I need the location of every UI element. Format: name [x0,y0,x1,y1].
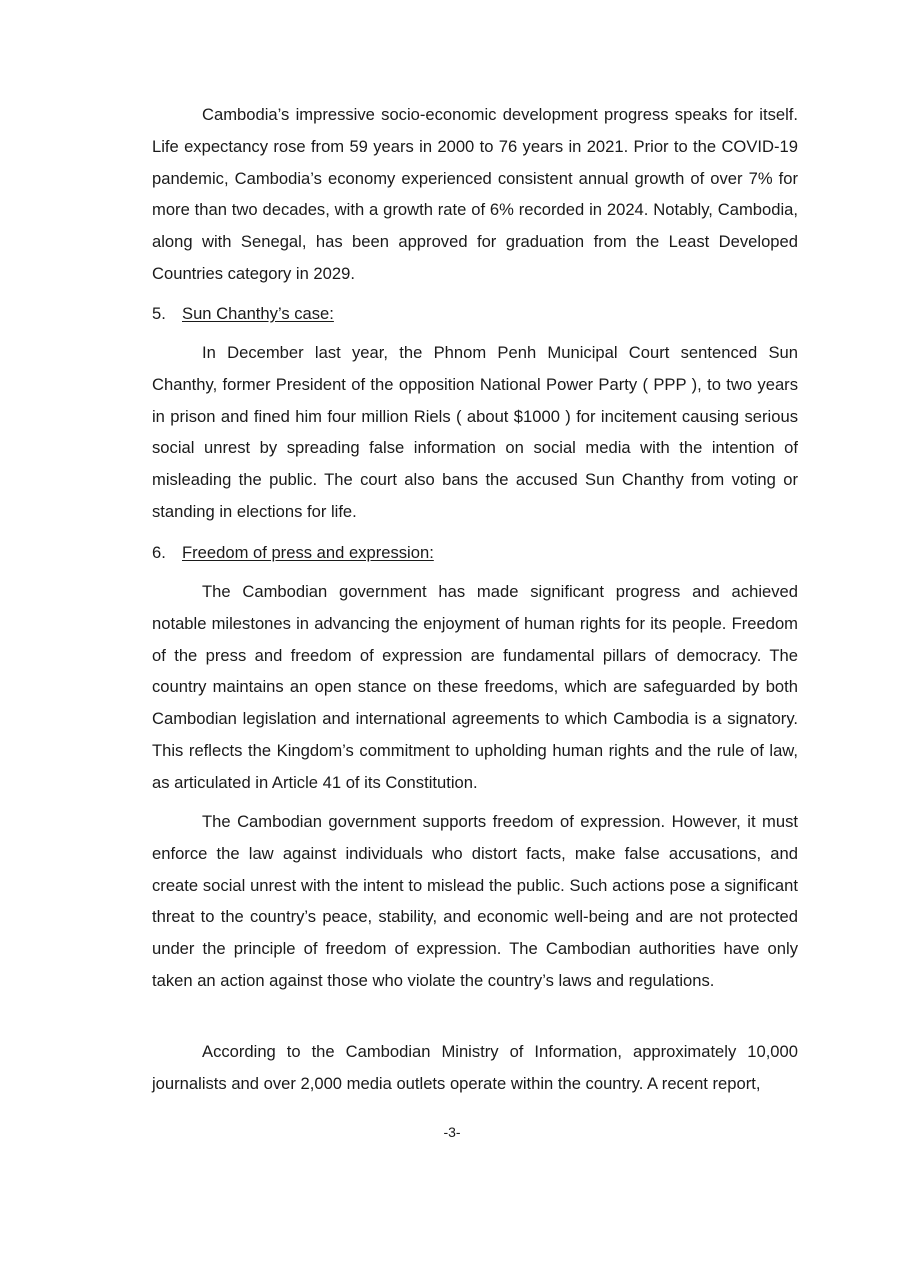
section-title: Freedom of press and expression: [182,543,434,562]
paragraph-development-progress: Cambodia’s impressive socio-economic development progress speaks for itself. Life expectancy rose from 59 years in 2000 to 76 years in 2021. Prior to the COVID-19 pandemic, Cambodia’s economy experienced consistent annual growth of over 7% for more than two decades, with a growth rate of 6% recorded in 2024. Notably, Cambodia, along with Senegal, has been approved for graduation from the Least Developed Countries category in 2029. [152,105,798,283]
section-number: 6. [152,543,166,562]
section-title: Sun Chanthy’s case: [182,304,334,323]
paragraph-sun-chanthy-case: In December last year, the Phnom Penh Municipal Court sentenced Sun Chanthy, former President of the opposition National Power Party ( PPP ), to two years in prison and fined him four million Riels ( about $1000 ) for incitement causing serious social unrest by spreading false information on social media with the intention of misleading the public. The court also bans the accused Sun Chanthy from voting or standing in elections for life. [152,343,798,521]
section-heading-5 [152,302,334,326]
paragraph-government-supports-expression: The Cambodian government supports freedom of expression. However, it must enforce the law against individuals who distort facts, make false accusations, and create social unrest with the intent to mislead the public. Such actions pose a significant threat to the country’s peace, stability, and economic well-being and are not protected under the principle of freedom of expression. The Cambodian authorities have only taken an action against those who violate the country’s laws and regulations. [152,812,798,990]
section-number: 5. [152,304,166,323]
paragraph-ministry-of-information: According to the Cambodian Ministry of Information, approximately 10,000 journalists and over 2,000 media outlets operate within the country. A recent report, [152,1042,798,1093]
page-number: -3- [443,1124,461,1140]
section-heading-6 [152,541,434,565]
paragraph-freedom-progress: The Cambodian government has made significant progress and achieved notable milestones in advancing the enjoyment of human rights for its people. Freedom of the press and freedom of expression are fundamental pillars of democracy. The country maintains an open stance on these freedoms, which are safeguarded by both Cambodian legislation and international agreements to which Cambodia is a signatory. This reflects the Kingdom’s commitment to upholding human rights and the rule of law, as articulated in Article 41 of its Constitution. [152,582,798,792]
